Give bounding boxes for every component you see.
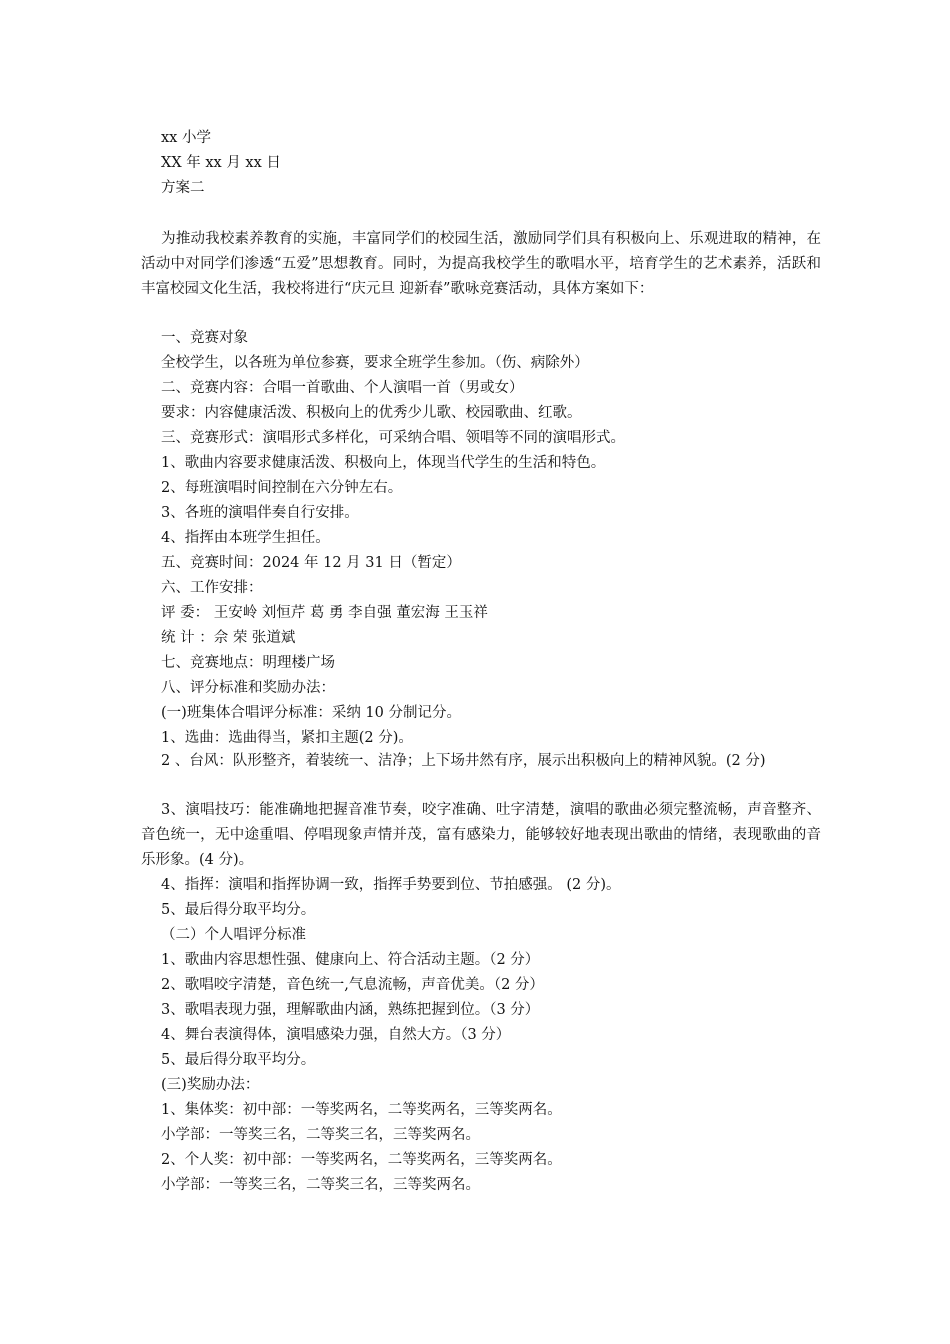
section-line: 三、竞赛形式：演唱形式多样化，可采纳合唱、领唱等不同的演唱形式。 <box>161 430 625 446</box>
section-line: 2、歌唱咬字清楚，音色统一,气息流畅，声音优美。（2 分） <box>161 977 544 993</box>
section-line: 5、最后得分取平均分。 <box>161 902 316 918</box>
intro-text: 为推动我校素养教育的实施，丰富同学们的校园生活，激励同学们具有积极向上、乐观进取的精神，在活动中对同学们渗透“五爱”思想教育。同时，为提高我校学生的歌唱水平，培育学生的艺术素养，活跃和丰富校园文化生活，我校将进行“庆元旦 迎新春”歌咏竞赛活动，具体方案如下： <box>141 231 821 297</box>
section-line: 小学部：一等奖三名，二等奖三名，三等奖两名。 <box>161 1127 480 1143</box>
section-line: 4、指挥：演唱和指挥协调一致，指挥手势要到位、节拍感强。 (2 分)。 <box>161 877 621 893</box>
section-line: 二、竞赛内容：合唱一首歌曲、个人演唱一首（男或女） <box>161 380 524 396</box>
plan-title: 方案二 <box>161 180 205 196</box>
score-item-3 <box>141 798 821 872</box>
section-line: 4、指挥由本班学生担任。 <box>161 530 330 546</box>
intro-paragraph <box>141 227 821 301</box>
section-line: 小学部：一等奖三名，二等奖三名，三等奖两名。 <box>161 1177 480 1193</box>
section-line: 3、歌唱表现力强，理解歌曲内涵，熟练把握到位。（3 分） <box>161 1002 540 1018</box>
section-line: 八、评分标准和奖励办法： <box>161 680 335 696</box>
section-line: 全校学生，以各班为单位参赛，要求全班学生参加。（伤、病除外） <box>161 355 589 371</box>
section-line: 1、集体奖：初中部：一等奖两名，二等奖两名，三等奖两名。 <box>161 1102 562 1118</box>
section-line: 2、每班演唱时间控制在六分钟左右。 <box>161 480 403 496</box>
score-item-2 <box>141 749 821 774</box>
section-line: 1、歌曲内容要求健康活泼、积极向上，体现当代学生的生活和特色。 <box>161 455 606 471</box>
document-date: XX 年 xx 月 xx 日 <box>161 155 281 171</box>
section-line: 一、竞赛对象 <box>161 330 248 346</box>
section-line: 评 委： 王安岭 刘恒芹 葛 勇 李自强 董宏海 王玉祥 <box>161 605 488 621</box>
section-line: 1、选曲：选曲得当，紧扣主题(2 分)。 <box>161 730 413 746</box>
section-line: 3、各班的演唱伴奏自行安排。 <box>161 505 359 521</box>
section-line: 七、竞赛地点：明理楼广场 <box>161 655 335 671</box>
section-line: 要求：内容健康活泼、积极向上的优秀少儿歌、校园歌曲、红歌。 <box>161 405 582 421</box>
section-line: 六、工作安排： <box>161 580 263 596</box>
section-line: 五、竞赛时间：2024 年 12 月 31 日（暂定） <box>161 555 461 571</box>
section-line: 5、最后得分取平均分。 <box>161 1052 316 1068</box>
section-line: (一)班集体合唱评分标准：采纳 10 分制记分。 <box>161 705 461 721</box>
section-line: 4、舞台表演得体，演唱感染力强，自然大方。（3 分） <box>161 1027 511 1043</box>
section-line: (三)奖励办法： <box>161 1077 260 1093</box>
score-item-3-text: 3、演唱技巧：能准确地把握音准节奏，咬字准确、吐字清楚，演唱的歌曲必须完整流畅，声音整齐、音色统一，无中途重唱、停唱现象声情并茂，富有感染力，能够较好地表现出歌曲的情绪，表现歌曲的音乐形象。(4 分)。 <box>141 802 821 868</box>
section-line: （二）个人唱评分标准 <box>161 927 306 943</box>
section-line: 2、个人奖：初中部：一等奖两名，二等奖两名，三等奖两名。 <box>161 1152 562 1168</box>
school-name: xx 小学 <box>161 130 211 146</box>
score-item-2-text: 2 、台风：队形整齐，着装统一、洁净；上下场井然有序，展示出积极向上的精神风貌。(2 分) <box>161 753 766 769</box>
section-line: 统 计 ：佘 荣 张道斌 <box>161 630 296 646</box>
section-line: 1、歌曲内容思想性强、健康向上、符合活动主题。（2 分） <box>161 952 540 968</box>
